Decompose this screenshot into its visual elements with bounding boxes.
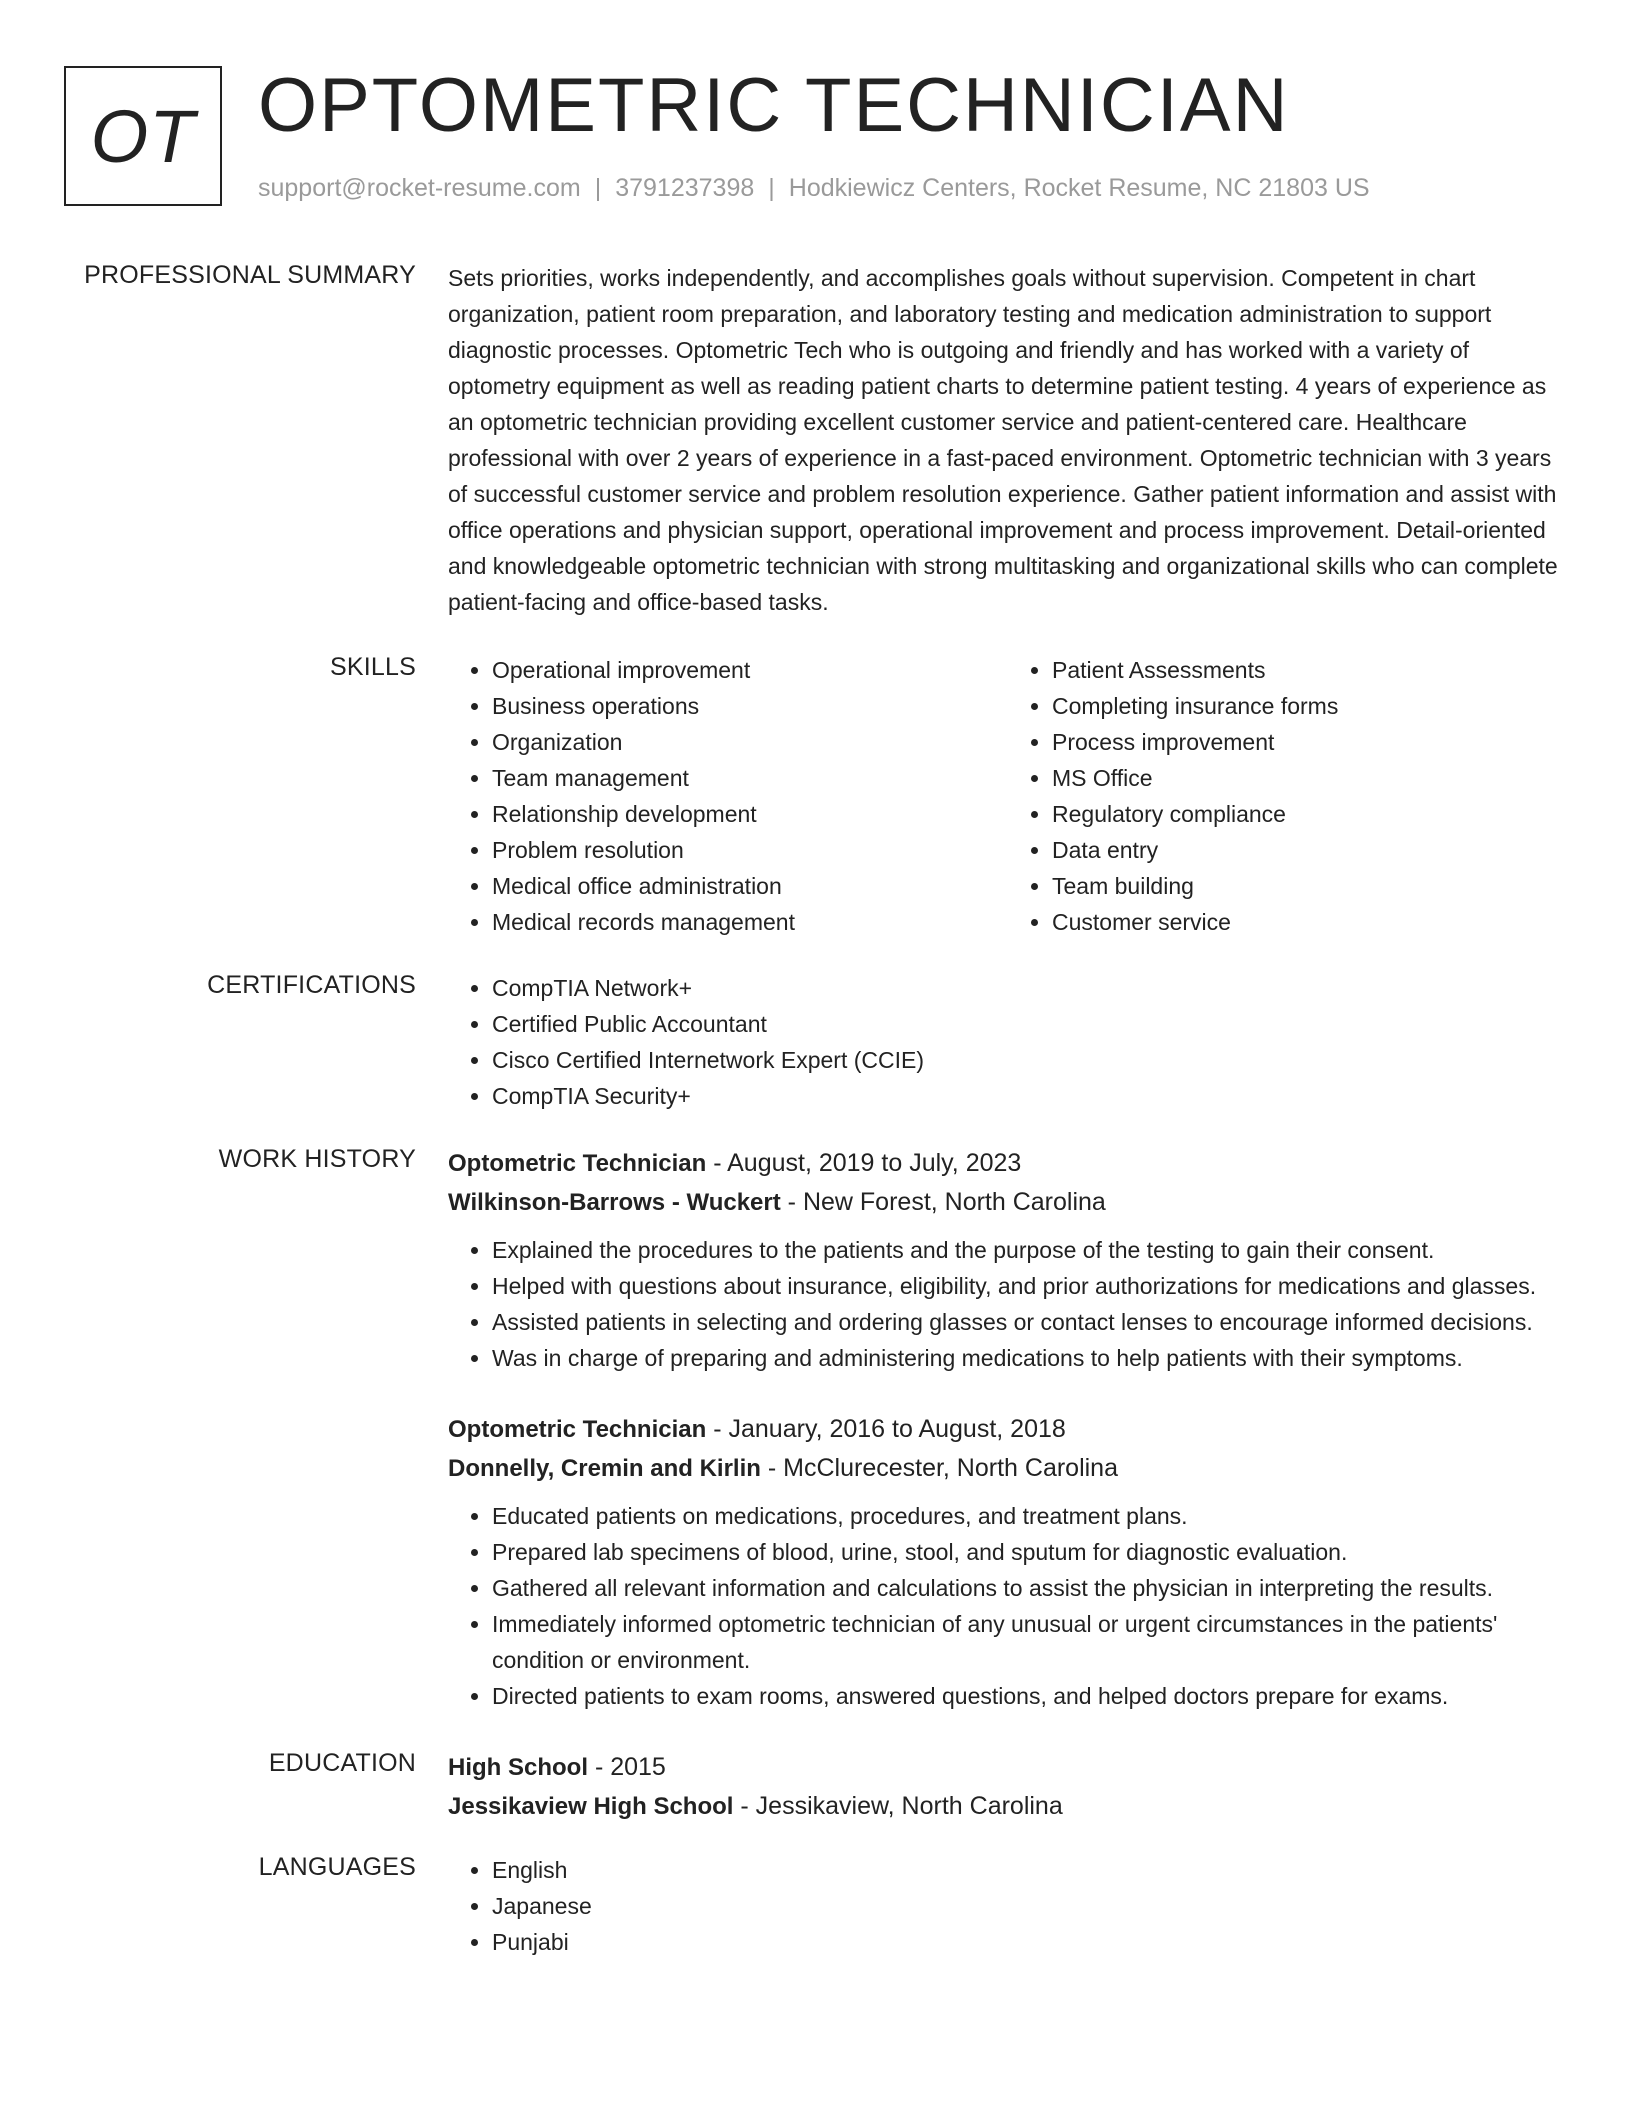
job-title-line xyxy=(448,1144,1568,1183)
job-title: Optometric Technician xyxy=(448,1150,707,1177)
summary-body xyxy=(448,260,1568,620)
skill-item: • Process improvement xyxy=(1052,724,1568,760)
section-label-certifications: CERTIFICATIONS xyxy=(207,971,416,999)
resume-content xyxy=(64,260,1568,1992)
skills-list-right xyxy=(1008,652,1568,940)
contact-email[interactable]: support@rocket-resume.com xyxy=(258,174,581,202)
work-history-body xyxy=(448,1144,1568,1742)
job-duty-item: • Helped with questions about insurance, eligibility, and prior authorizations for medications and glasses. xyxy=(492,1268,1568,1304)
skill-item: • Regulatory compliance xyxy=(1052,796,1568,832)
language-item: • Punjabi xyxy=(492,1924,1568,1960)
job-duty-item: • Directed patients to exam rooms, answered questions, and helped doctors prepare for exams. xyxy=(492,1678,1568,1714)
languages-list xyxy=(448,1852,1568,1960)
skill-item: • Data entry xyxy=(1052,832,1568,868)
education-body xyxy=(448,1748,1568,1826)
job-entry xyxy=(448,1144,1568,1376)
skill-item: • Organization xyxy=(492,724,1008,760)
certification-item: • Certified Public Accountant xyxy=(492,1006,1568,1042)
education-year: - 2015 xyxy=(588,1753,666,1781)
job-duties-list xyxy=(448,1498,1568,1714)
certifications-list xyxy=(448,970,1568,1114)
skill-item: • Patient Assessments xyxy=(1052,652,1568,688)
contact-separator: | xyxy=(594,174,602,202)
job-duty-item: • Immediately informed optometric technician of any unusual or urgent circumstances in the patients' condition or environment. xyxy=(492,1606,1568,1678)
job-company-line xyxy=(448,1449,1568,1488)
job-duties-list xyxy=(448,1232,1568,1376)
language-item: • English xyxy=(492,1852,1568,1888)
job-location: - McClurecester, North Carolina xyxy=(760,1454,1118,1482)
job-duty-item: • Explained the procedures to the patients and the purpose of the testing to gain their consent. xyxy=(492,1232,1568,1268)
section-label-summary: PROFESSIONAL SUMMARY xyxy=(84,261,416,289)
section-label-work-history: WORK HISTORY xyxy=(218,1145,416,1173)
section-education xyxy=(64,1748,1568,1826)
certifications-body xyxy=(448,970,1568,1114)
skill-item: • Customer service xyxy=(1052,904,1568,940)
section-work-history xyxy=(64,1144,1568,1742)
skill-item: • Completing insurance forms xyxy=(1052,688,1568,724)
languages-body xyxy=(448,1852,1568,1960)
contact-address: Hodkiewicz Centers, Rocket Resume, NC 21803 US xyxy=(788,174,1370,202)
section-label-languages: LANGUAGES xyxy=(258,1853,416,1881)
job-duty-item: • Gathered all relevant information and calculations to assist the physician in interpreting the results. xyxy=(492,1570,1568,1606)
section-skills xyxy=(64,652,1568,940)
skills-list-left xyxy=(448,652,1008,940)
language-item: • Japanese xyxy=(492,1888,1568,1924)
skill-item: • MS Office xyxy=(1052,760,1568,796)
job-dates: - January, 2016 to August, 2018 xyxy=(706,1415,1066,1443)
section-certifications xyxy=(64,970,1568,1114)
section-label-education: EDUCATION xyxy=(268,1749,416,1777)
job-duty-item: • Was in charge of preparing and administering medications to help patients with their symptoms. xyxy=(492,1340,1568,1376)
education-school-line xyxy=(448,1787,1568,1826)
contact-line xyxy=(258,174,1370,203)
skill-item: • Team building xyxy=(1052,868,1568,904)
skill-item: • Operational improvement xyxy=(492,652,1008,688)
job-company: Donnelly, Cremin and Kirlin xyxy=(448,1455,761,1482)
section-summary xyxy=(64,260,1568,620)
skill-item: • Medical office administration xyxy=(492,868,1008,904)
education-degree-line xyxy=(448,1748,1568,1787)
job-company: Wilkinson-Barrows - Wuckert xyxy=(448,1189,781,1216)
job-entry xyxy=(448,1410,1568,1714)
skill-item: • Medical records management xyxy=(492,904,1008,940)
summary-text: Sets priorities, works independently, and accomplishes goals without supervision. Competent in chart organization, patient room preparation, and laboratory testing and medication administration to support diagnostic processes. Optometric Tech who is outgoing and friendly and has worked with a variety of optometry equipment as well as reading patient charts to determine patient testing. 4 years of experience as an optometric technician providing excellent customer service and patient-centered care. Healthcare professional with over 2 years of experience in a fast-paced environment. Optometric technician with 3 years of successful customer service and problem resolution experience. Gather patient information and assist with office operations and physician support, operational improvement and process improvement. Detail-oriented and knowledgeable optometric technician with strong multitasking and organizational skills who can complete patient-facing and office-based tasks. xyxy=(448,265,1558,615)
education-school: Jessikaview High School xyxy=(448,1793,734,1820)
job-duty-item: • Prepared lab specimens of blood, urine, stool, and sputum for diagnostic evaluation. xyxy=(492,1534,1568,1570)
skill-item: • Relationship development xyxy=(492,796,1008,832)
skill-item: • Problem resolution xyxy=(492,832,1008,868)
contact-phone[interactable]: 3791237398 xyxy=(615,174,755,202)
certification-item: • CompTIA Security+ xyxy=(492,1078,1568,1114)
job-title-line xyxy=(448,1410,1568,1449)
job-dates: - August, 2019 to July, 2023 xyxy=(706,1149,1022,1177)
job-duty-item: • Educated patients on medications, procedures, and treatment plans. xyxy=(492,1498,1568,1534)
section-label-skills: SKILLS xyxy=(330,653,416,681)
skills-body xyxy=(448,652,1568,940)
contact-separator: | xyxy=(768,174,775,202)
job-title: Optometric Technician xyxy=(448,1416,707,1443)
skill-item: • Business operations xyxy=(492,688,1008,724)
education-degree: High School xyxy=(448,1754,588,1781)
skill-item: • Team management xyxy=(492,760,1008,796)
certification-item: • Cisco Certified Internetwork Expert (CCIE) xyxy=(492,1042,1568,1078)
job-duty-item: • Assisted patients in selecting and ordering glasses or contact lenses to encourage informed decisions. xyxy=(492,1304,1568,1340)
job-company-line xyxy=(448,1183,1568,1222)
monogram-badge: OT xyxy=(64,66,222,206)
section-languages xyxy=(64,1852,1568,1960)
certification-item: • CompTIA Network+ xyxy=(492,970,1568,1006)
skills-grid xyxy=(448,652,1568,940)
education-location: - Jessikaview, North Carolina xyxy=(733,1792,1063,1820)
page-title: OPTOMETRIC TECHNICIAN xyxy=(258,63,1290,148)
job-location: - New Forest, North Carolina xyxy=(780,1188,1106,1216)
